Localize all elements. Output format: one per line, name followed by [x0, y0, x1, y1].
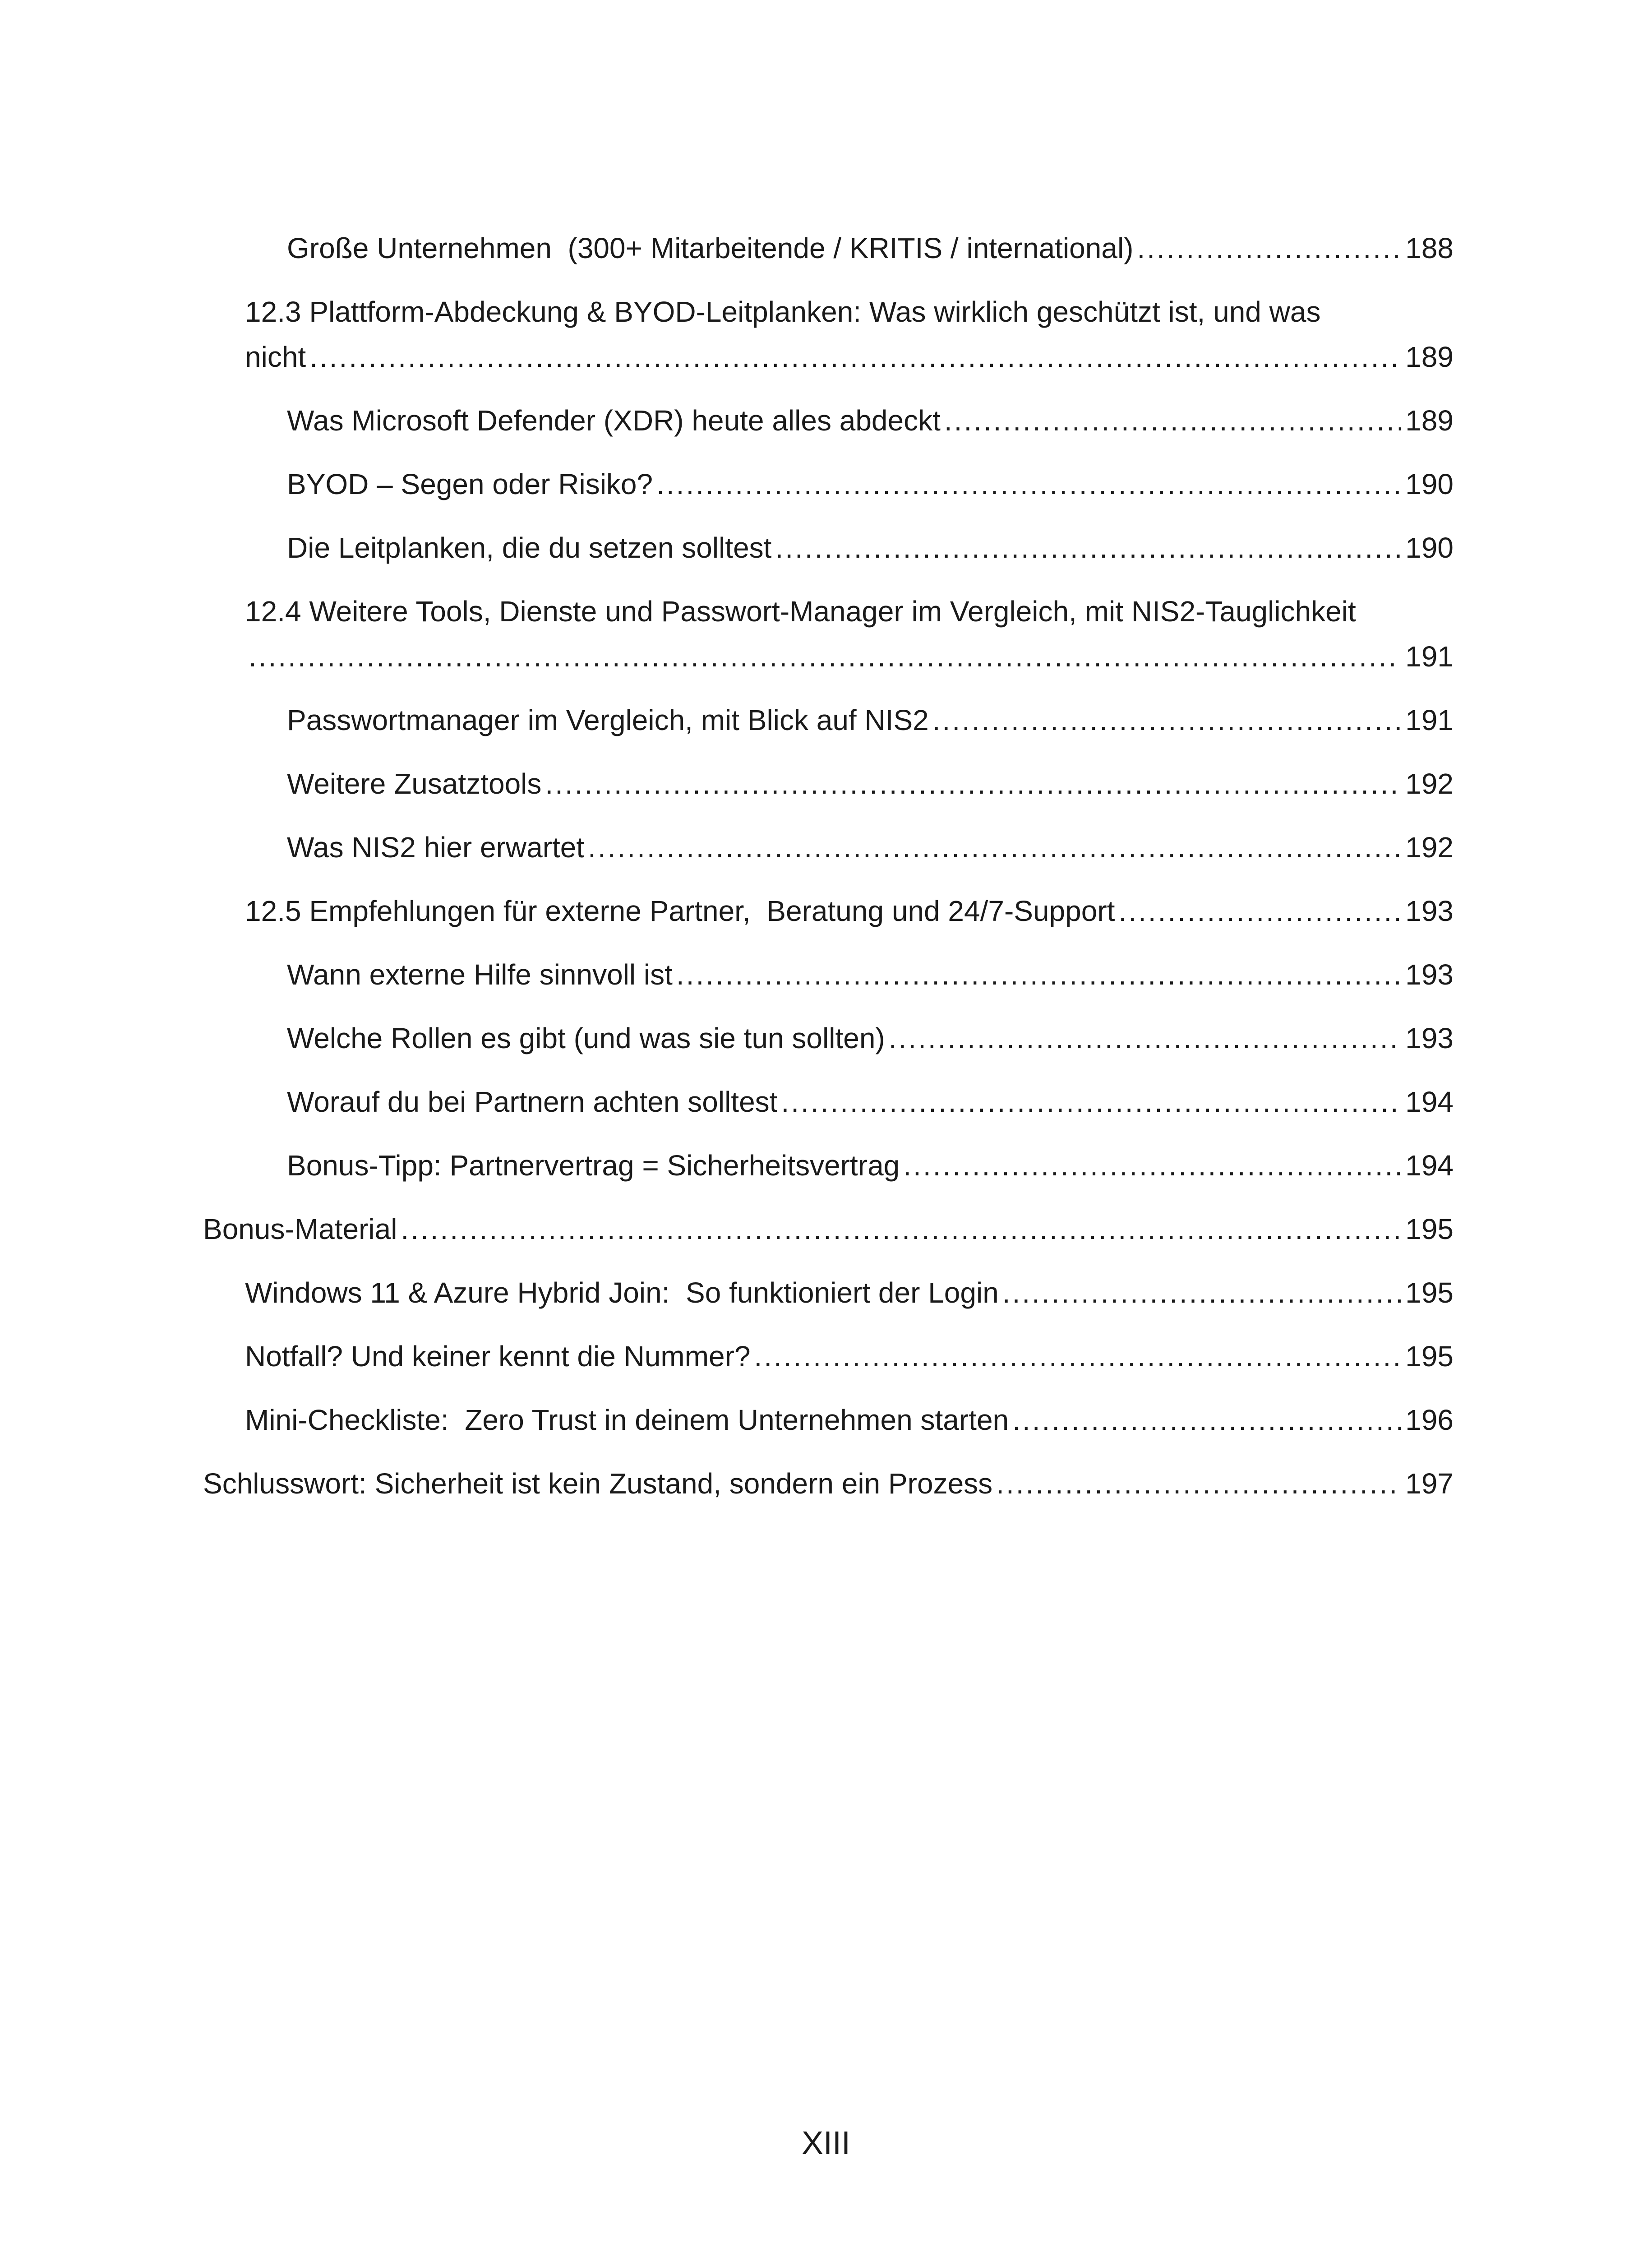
dot-leader [903, 1143, 1401, 1188]
toc-entry[interactable] [203, 888, 1454, 934]
toc-entry-page: 193 [1405, 958, 1454, 991]
toc-entry-page: 192 [1405, 767, 1454, 800]
toc-entry-page: 193 [1405, 895, 1454, 927]
toc-entry[interactable] [203, 698, 1454, 743]
toc-entry-page: 191 [1405, 640, 1454, 673]
toc-entry-title: 12.4 Weitere Tools, Dienste und Passwort-Manager im Vergleich, mit NIS2-Tauglichkeit [245, 595, 1356, 628]
dot-leader [545, 761, 1401, 806]
toc-entry-title: Passwortmanager im Vergleich, mit Blick auf NIS2 [287, 704, 929, 736]
dot-leader [1002, 1270, 1401, 1315]
toc-entry-title-continued: nicht [245, 341, 306, 373]
toc-entry[interactable] [203, 1397, 1454, 1442]
toc-entry[interactable] [203, 1207, 1454, 1252]
toc-entry[interactable] [203, 952, 1454, 997]
dot-leader [932, 698, 1401, 743]
toc-entry-title: Worauf du bei Partnern achten solltest [287, 1086, 778, 1118]
toc-entry-page: 195 [1405, 1340, 1454, 1373]
toc-entry[interactable] [203, 761, 1454, 806]
toc-entry[interactable] [203, 462, 1454, 507]
dot-leader [775, 525, 1401, 570]
toc-entry-title: Was Microsoft Defender (XDR) heute alles abdeckt [287, 404, 941, 437]
dot-leader [1118, 888, 1401, 934]
toc-entry-page: 196 [1405, 1404, 1454, 1436]
toc-entry-title: 12.3 Plattform-Abdeckung & BYOD-Leitplanken: Was wirklich geschützt ist, und was [245, 296, 1321, 328]
toc-entry-title: Was NIS2 hier erwartet [287, 831, 585, 864]
dot-leader [1012, 1397, 1401, 1442]
toc-entry[interactable] [203, 1143, 1454, 1188]
dot-leader [676, 952, 1401, 997]
toc-entry[interactable] [203, 226, 1454, 271]
toc-entry[interactable] [203, 525, 1454, 570]
page-number: XIII [801, 2125, 851, 2161]
toc-entry-page: 194 [1405, 1086, 1454, 1118]
toc-entry-page: 193 [1405, 1022, 1454, 1054]
toc-entry[interactable] [203, 1334, 1454, 1379]
dot-leader [1137, 226, 1401, 271]
toc-entry-page: 195 [1405, 1213, 1454, 1245]
toc-entry-page: 197 [1405, 1467, 1454, 1500]
toc-entry-page: 195 [1405, 1276, 1454, 1309]
toc-entry-title: 12.5 Empfehlungen für externe Partner, Beratung und 24/7-Support [245, 895, 1115, 927]
toc-entry-title: Weitere Zusatztools [287, 767, 542, 800]
dot-leader [889, 1016, 1401, 1061]
toc-entry-page: 189 [1405, 404, 1454, 437]
toc-entry-title: Wann externe Hilfe sinnvoll ist [287, 958, 673, 991]
toc-entry-title: Bonus-Material [203, 1213, 397, 1245]
toc-entry-title: BYOD – Segen oder Risiko? [287, 468, 653, 500]
toc-entry-title: Windows 11 & Azure Hybrid Join: So funktioniert der Login [245, 1276, 999, 1309]
toc-entry-page: 194 [1405, 1149, 1454, 1182]
dot-leader [754, 1334, 1401, 1379]
toc-entry[interactable] [203, 1270, 1454, 1315]
dot-leader [781, 1079, 1401, 1124]
toc-entry[interactable] [203, 589, 1454, 679]
toc-entry[interactable] [203, 1461, 1454, 1506]
toc-entry-title: Schlusswort: Sicherheit ist kein Zustand, sondern ein Prozess [203, 1467, 993, 1500]
dot-leader [401, 1207, 1401, 1252]
dot-leader [944, 398, 1401, 443]
dot-leader [996, 1461, 1401, 1506]
dot-leader [249, 634, 1401, 679]
toc-entry-page: 188 [1405, 232, 1454, 264]
toc-entry[interactable] [203, 1016, 1454, 1061]
table-of-contents [203, 226, 1454, 1525]
toc-entry-page: 192 [1405, 831, 1454, 864]
toc-entry-title: Die Leitplanken, die du setzen solltest [287, 532, 772, 564]
dot-leader [656, 462, 1401, 507]
toc-entry[interactable] [203, 1079, 1454, 1124]
toc-entry[interactable] [203, 289, 1454, 379]
toc-entry-page: 190 [1405, 532, 1454, 564]
toc-entry[interactable] [203, 825, 1454, 870]
dot-leader [309, 334, 1401, 379]
toc-entry[interactable] [203, 398, 1454, 443]
toc-entry-title: Notfall? Und keiner kennt die Nummer? [245, 1340, 751, 1373]
toc-entry-title: Welche Rollen es gibt (und was sie tun sollten) [287, 1022, 885, 1054]
toc-entry-page: 191 [1405, 704, 1454, 736]
toc-entry-page: 190 [1405, 468, 1454, 500]
toc-entry-title: Große Unternehmen (300+ Mitarbeitende / KRITIS / international) [287, 232, 1134, 264]
dot-leader [588, 825, 1401, 870]
toc-entry-title: Mini-Checkliste: Zero Trust in deinem Unternehmen starten [245, 1404, 1009, 1436]
toc-entry-title: Bonus-Tipp: Partnervertrag = Sicherheitsvertrag [287, 1149, 900, 1182]
toc-entry-page: 189 [1405, 341, 1454, 373]
